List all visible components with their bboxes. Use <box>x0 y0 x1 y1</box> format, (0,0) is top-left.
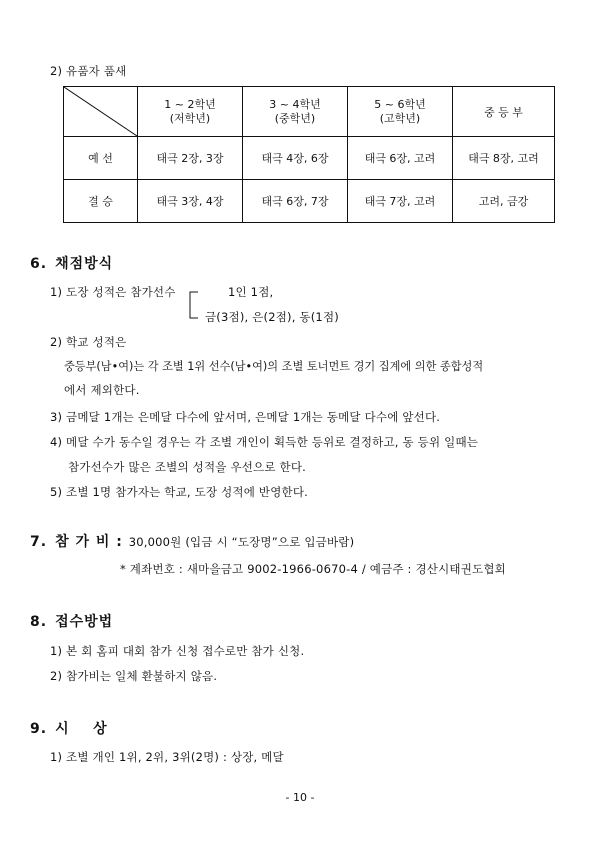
header-grade-range: 중 등 부 <box>484 105 523 119</box>
page-number: - 10 - <box>285 791 315 804</box>
scoring-item-3: 3) 금메달 1개는 은메달 다수에 앞서며, 은메달 1개는 동메달 다수에 앞선다. <box>50 410 441 424</box>
table-cell: 태극 8장, 고려 <box>453 137 555 180</box>
award-item-1: 1) 조별 개인 1위, 2위, 3위(2명) : 상장, 메달 <box>50 750 284 764</box>
table-header-row <box>64 87 555 137</box>
header-grade-group: (중학년) <box>274 111 316 125</box>
registration-item-1: 1) 본 회 홈피 대회 참가 신청 접수로만 참가 신청. <box>50 644 305 658</box>
table-cell: 태극 6장, 고려 <box>348 137 453 180</box>
table-cell: 태극 7장, 고려 <box>348 180 453 223</box>
scoring-item-2-body: 중등부(남•여)는 각 조별 1위 선수(남•여)의 조별 토너먼트 경기 집계에 의한 종합성적 <box>64 360 484 373</box>
header-grade-range: 1 ~ 2학년 <box>164 97 216 111</box>
table-cell: 태극 3장, 4장 <box>138 180 243 223</box>
section-title: 접수방법 <box>55 614 114 630</box>
row-label: 예 선 <box>64 137 138 180</box>
header-middle-school <box>453 87 555 137</box>
header-grade-1-2 <box>138 87 243 137</box>
table-row <box>64 137 555 180</box>
section-title: 시 상 <box>55 721 108 737</box>
bank-account: * 계좌번호 : 새마을금고 9002-1966-0670-4 / 예금주 : 경산시태권도협회 <box>120 562 506 576</box>
section-7-heading <box>30 531 354 551</box>
header-grade-5-6 <box>348 87 453 137</box>
scoring-item-2: 2) 학교 성적은 <box>50 335 127 349</box>
table-cell: 태극 2장, 3장 <box>138 137 243 180</box>
table-cell: 고려, 금강 <box>453 180 555 223</box>
header-grade-group: (저학년) <box>169 111 211 125</box>
entry-fee: 30,000원 (입금 시 “도장명”으로 입금바람) <box>128 535 355 549</box>
section-number: 6. <box>30 256 48 272</box>
diagonal-line <box>64 87 137 136</box>
section-8-heading <box>30 611 113 631</box>
scoring-item-1b: 금(3점), 은(2점), 동(1점) <box>205 310 339 324</box>
scoring-item-4-cont: 참가선수가 많은 조별의 성적을 우선으로 한다. <box>68 460 307 474</box>
section-6-heading <box>30 253 113 273</box>
header-grade-3-4 <box>243 87 348 137</box>
row-label: 결 승 <box>64 180 138 223</box>
header-grade-group: (고학년) <box>379 111 421 125</box>
bracket-icon <box>187 288 199 322</box>
section-9-heading <box>30 718 108 738</box>
header-grade-range: 5 ~ 6학년 <box>374 97 426 111</box>
table-cell: 태극 4장, 6장 <box>243 137 348 180</box>
section-title: 채점방식 <box>55 256 114 272</box>
scoring-item-4: 4) 메달 수가 동수일 경우는 각 조별 개인이 획득한 등위로 결정하고, 동 등위 일때는 <box>50 435 479 449</box>
section-number: 7. <box>30 534 48 550</box>
poomsae-label: 2) 유품자 품새 <box>50 64 127 78</box>
scoring-item-5: 5) 조별 1명 참가자는 학교, 도장 성적에 반영한다. <box>50 485 308 499</box>
table-corner-cell <box>64 87 138 137</box>
table-row <box>64 180 555 223</box>
header-grade-range: 3 ~ 4학년 <box>269 97 321 111</box>
table-cell: 태극 6장, 7장 <box>243 180 348 223</box>
registration-item-2: 2) 참가비는 일체 환불하지 않음. <box>50 669 218 683</box>
scoring-item-1: 1) 도장 성적은 참가선수 <box>50 285 176 299</box>
poomsae-table <box>63 86 555 223</box>
scoring-item-1a: 1인 1점, <box>228 285 274 299</box>
section-number: 8. <box>30 614 48 630</box>
scoring-item-2-body-cont: 에서 제외한다. <box>64 383 140 397</box>
section-title: 참 가 비 : <box>55 534 123 550</box>
section-number: 9. <box>30 721 48 737</box>
